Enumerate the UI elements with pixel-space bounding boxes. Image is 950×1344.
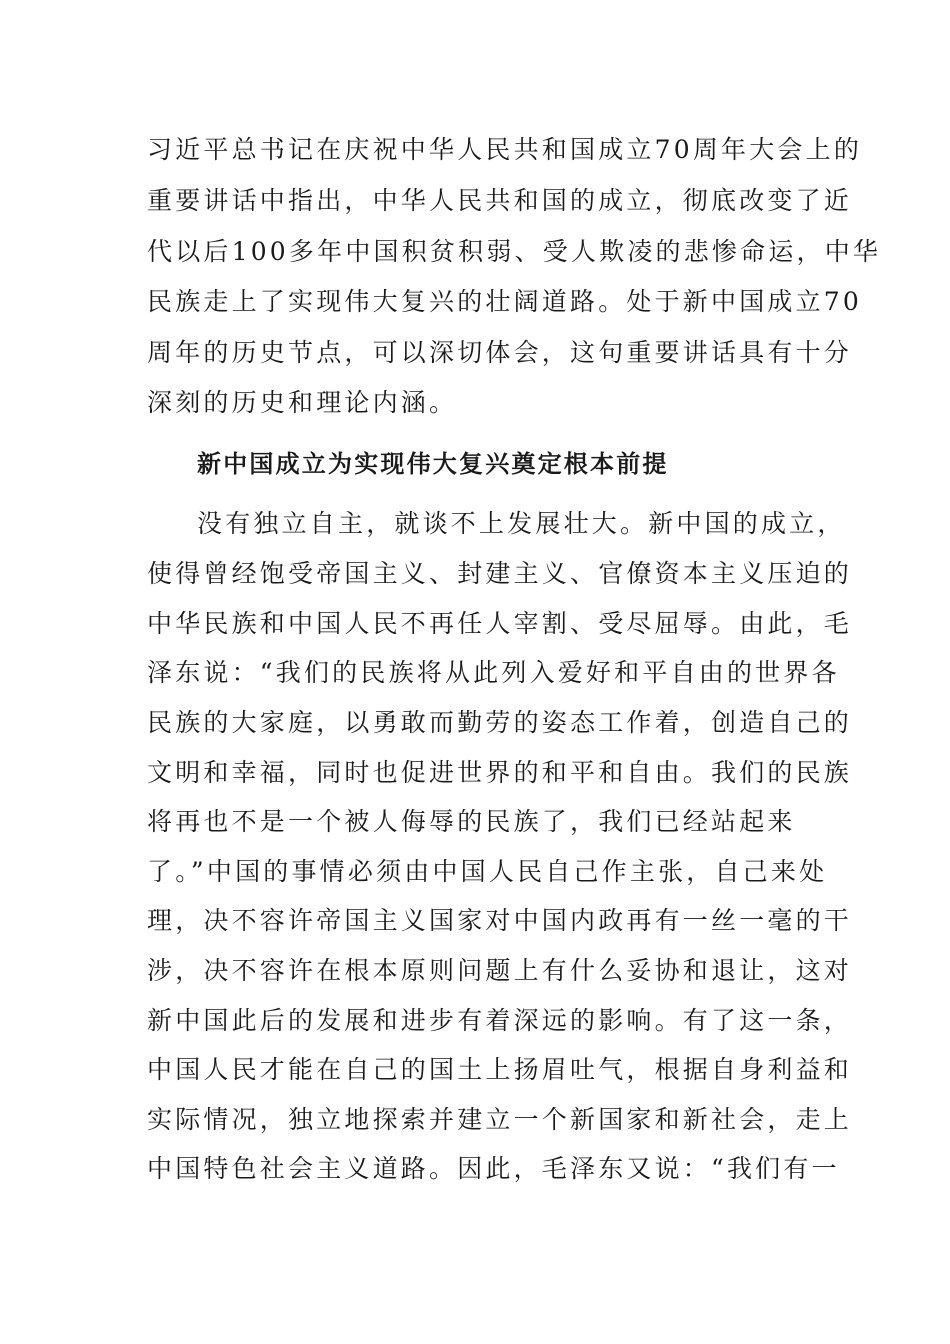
text-line: 没有独立自主，就谈不上发展壮大。新中国的成立，	[197, 509, 846, 538]
text-line: 深刻的历史和理论内涵。	[147, 388, 458, 417]
text-line: 重要讲话中指出，中华人民共和国的成立，彻底改变了近	[147, 186, 853, 215]
text-line: 代以后100多年中国积贫积弱、受人欺凌的悲惨命运，中华	[147, 237, 882, 266]
text-line: 新中国此后的发展和进步有着深远的影响。有了这一条，	[147, 1006, 853, 1035]
text-line: 泽东说：“我们的民族将从此列入爱好和平自由的世界各	[147, 658, 840, 687]
text-line: 周年的历史节点，可以深切体会，这句重要讲话具有十分	[147, 338, 853, 367]
text-line: 民族的大家庭，以勇敢而勤劳的姿态工作着，创造自己的	[147, 708, 853, 737]
text-line: 理，决不容许帝国主义国家对中国内政再有一丝一毫的干	[147, 906, 853, 935]
text-line: 实际情况，独立地探索并建立一个新国家和新社会，走上	[147, 1105, 853, 1134]
text-line: 将再也不是一个被人侮辱的民族了，我们已经站起来	[147, 807, 796, 836]
text-line: 使得曾经饱受帝国主义、封建主义、官僚资本主义压迫的	[147, 559, 853, 588]
text-line: 中国特色社会主义道路。因此，毛泽东又说：“我们有一	[147, 1154, 840, 1183]
text-line: 涉，决不容许在根本原则问题上有什么妥协和退让，这对	[147, 956, 853, 985]
section-heading: 新中国成立为实现伟大复兴奠定根本前提	[197, 450, 669, 478]
text-line: 习近平总书记在庆祝中华人民共和国成立70周年大会上的	[147, 135, 863, 164]
text-line: 文明和幸福，同时也促进世界的和平和自由。我们的民族	[147, 758, 853, 787]
text-line: 了。”中国的事情必须由中国人民自己作主张，自己来处	[147, 857, 828, 886]
text-line: 民族走上了实现伟大复兴的壮阔道路。处于新中国成立70	[147, 287, 863, 316]
text-line: 中国人民才能在自己的国土上扬眉吐气，根据自身利益和	[147, 1055, 853, 1084]
text-line: 中华民族和中国人民不再任人宰割、受尽屈辱。由此，毛	[147, 609, 853, 638]
